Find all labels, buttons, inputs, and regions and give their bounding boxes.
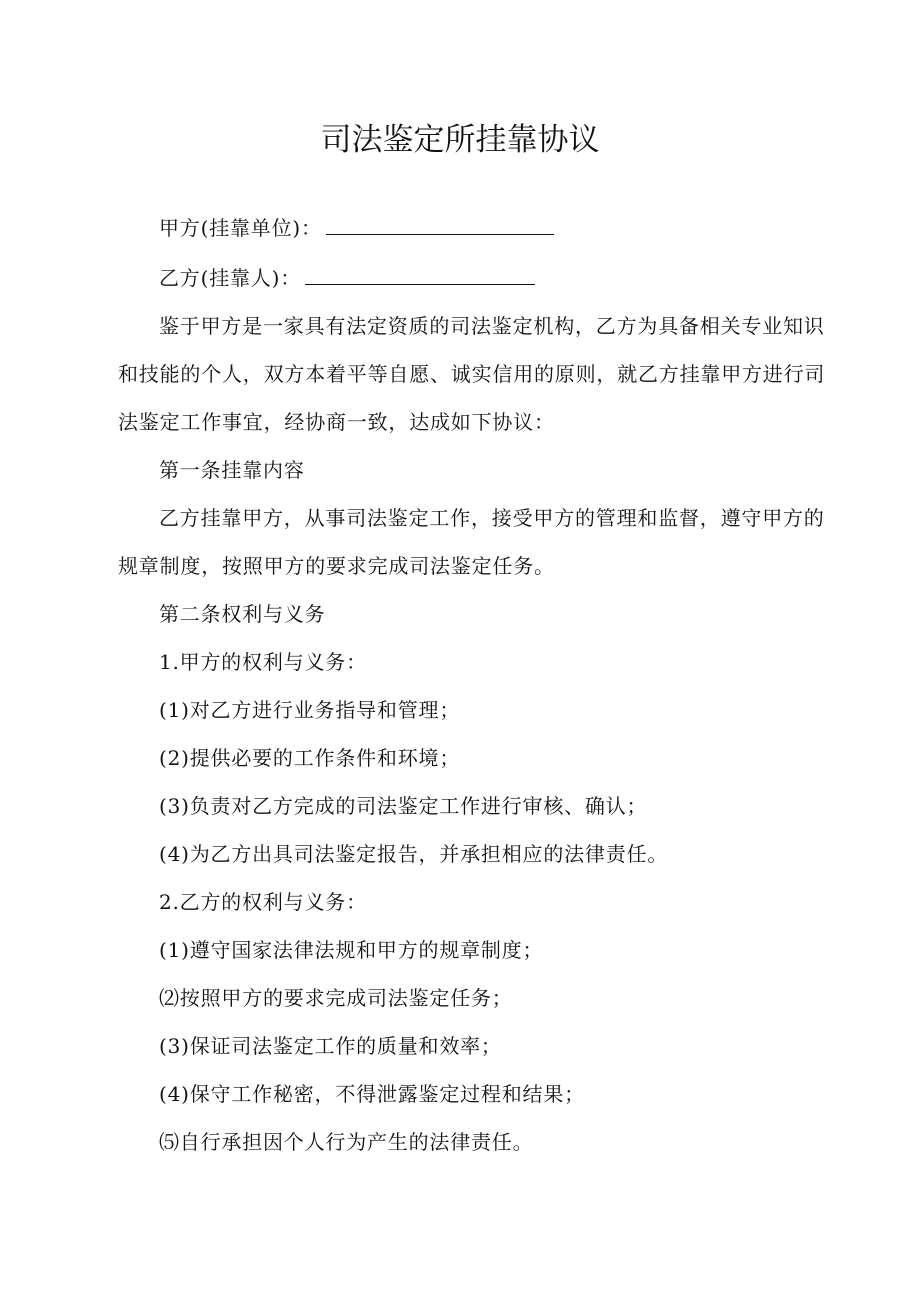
party-a-duty-item: (1)对乙方进行业务指导和管理；: [159, 698, 461, 722]
party-a-label: 甲方(挂靠单位)：: [159, 216, 322, 240]
party-a-line: [159, 204, 554, 252]
party-b-duty-item: (3)保证司法鉴定工作的质量和效率；: [159, 1034, 502, 1058]
party-b-duty-item: (1)遵守国家法律法规和甲方的规章制度；: [159, 938, 544, 962]
party-b-line: [159, 254, 535, 302]
party-b-label: 乙方(挂靠人)：: [159, 266, 302, 290]
party-a-duties-heading: 1.甲方的权利与义务：: [159, 650, 367, 674]
party-b-duty-item: (4)保守工作秘密，不得泄露鉴定过程和结果；: [159, 1082, 585, 1106]
party-b-duties-heading: 2.乙方的权利与义务：: [159, 890, 367, 914]
party-b-duty-item: ⑸自行承担因个人行为产生的法律责任。: [159, 1130, 534, 1154]
intro-line-3: 法鉴定工作事宜，经协商一致，达成如下协议：: [118, 410, 555, 434]
party-a-blank: [326, 216, 554, 235]
party-a-duty-item: (4)为乙方出具司法鉴定报告，并承担相应的法律责任。: [159, 842, 669, 866]
party-a-duty-item: (2)提供必要的工作条件和环境；: [159, 746, 461, 770]
article-1-line-2: 规章制度，按照甲方的要求完成司法鉴定任务。: [118, 554, 555, 578]
party-a-duty-item: (3)负责对乙方完成的司法鉴定工作进行审核、确认；: [159, 794, 648, 818]
article-1-heading: 第一条挂靠内容: [159, 458, 305, 482]
party-b-duty-item: ⑵按照甲方的要求完成司法鉴定任务；: [159, 986, 513, 1010]
intro-line-2: 和技能的个人，双方本着平等自愿、诚实信用的原则，就乙方挂靠甲方进行司: [118, 362, 826, 386]
document-title: 司法鉴定所挂靠协议: [320, 122, 600, 158]
party-b-blank: [305, 266, 535, 285]
intro-line-1: 鉴于甲方是一家具有法定资质的司法鉴定机构，乙方为具备相关专业知识: [159, 314, 825, 338]
article-1-line-1: 乙方挂靠甲方，从事司法鉴定工作，接受甲方的管理和监督，遵守甲方的: [159, 506, 825, 530]
article-2-heading: 第二条权利与义务: [159, 602, 326, 626]
